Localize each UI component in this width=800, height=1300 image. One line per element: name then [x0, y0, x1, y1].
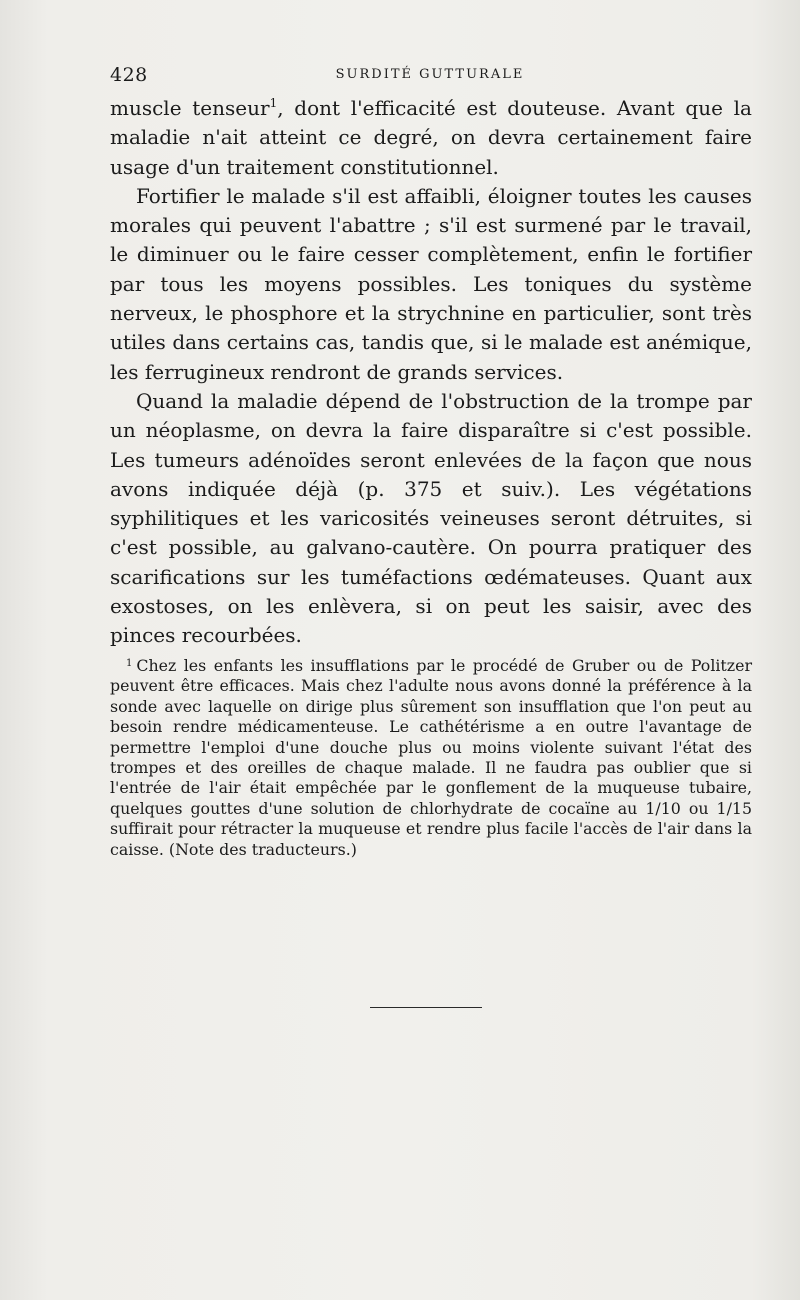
- end-rule: [370, 1007, 482, 1008]
- main-text: [110, 94, 752, 651]
- footnote-reference: 1: [269, 96, 278, 110]
- paragraph-2: Fortifier le malade s'il est affaibli, éloigner toutes les causes morales qui peuvent l'abattre ; s'il est surmené par le travail, le diminuer ou le faire cesser complètement, enfin le fortifier par tous les moyens possibles. Les toniques du système nerveux, le phosphore et la strychnine en particulier, sont très utiles dans certains cas, tandis que, si le malade est anémique, les ferrugineux rendront de grands services.: [110, 183, 752, 384]
- footnote-mark: 1: [126, 658, 133, 669]
- paragraph-1: [110, 94, 752, 182]
- page-number: 428: [110, 64, 148, 86]
- paragraph-1-start: muscle tenseur: [110, 96, 270, 120]
- paragraph-3: Quand la maladie dépend de l'obstruction de la trompe par un néoplasme, on devra la faire disparaître si c'est possible. Les tumeurs adénoïdes seront enlevées de la façon que nous avons indiquée déjà (p. 375 et suiv.). Les végétations syphilitiques et les varicosités veineuses seront détruites, si c'est possible, au galvano-cautère. On pourra pratiquer des scarifications sur les tuméfactions œdémateuses. Quant aux exostoses, on les enlèvera, si on peut les saisir, avec des pinces recourbées.: [110, 388, 752, 648]
- running-title: SURDITÉ GUTTURALE: [335, 67, 525, 82]
- footnote-text: Chez les enfants les insufflations par le procédé de Gruber ou de Politzer peuvent être efficaces. Mais chez l'adulte nous avons donné la préférence à la sonde avec laquelle on dirige plus sûrement son insufflation que l'on peut au besoin rendre médicamenteuse. Le cathétérisme a en outre l'avantage de permettre l'emploi d'une douche plus ou moins violente suivant l'état des trompes et des oreilles de chaque malade. Il ne faudra pas oublier que si l'entrée de l'air était empêchée par le gonflement de la muqueuse tubaire, quelques gouttes d'une solution de chlorhydrate de cocaïne au 1/10 ou 1/15 suffirait pour rétracter la muqueuse et rendre plus facile l'accès de l'air dans la caisse. (Note des traducteurs.): [110, 656, 752, 859]
- page-header: [110, 64, 750, 88]
- paragraph-1-rest: , dont l'efficacité est douteuse. Avant que la maladie n'ait atteint ce degré, on devra certainement faire usage d'un traitement constitutionnel.: [110, 96, 752, 179]
- footnote: [110, 656, 752, 860]
